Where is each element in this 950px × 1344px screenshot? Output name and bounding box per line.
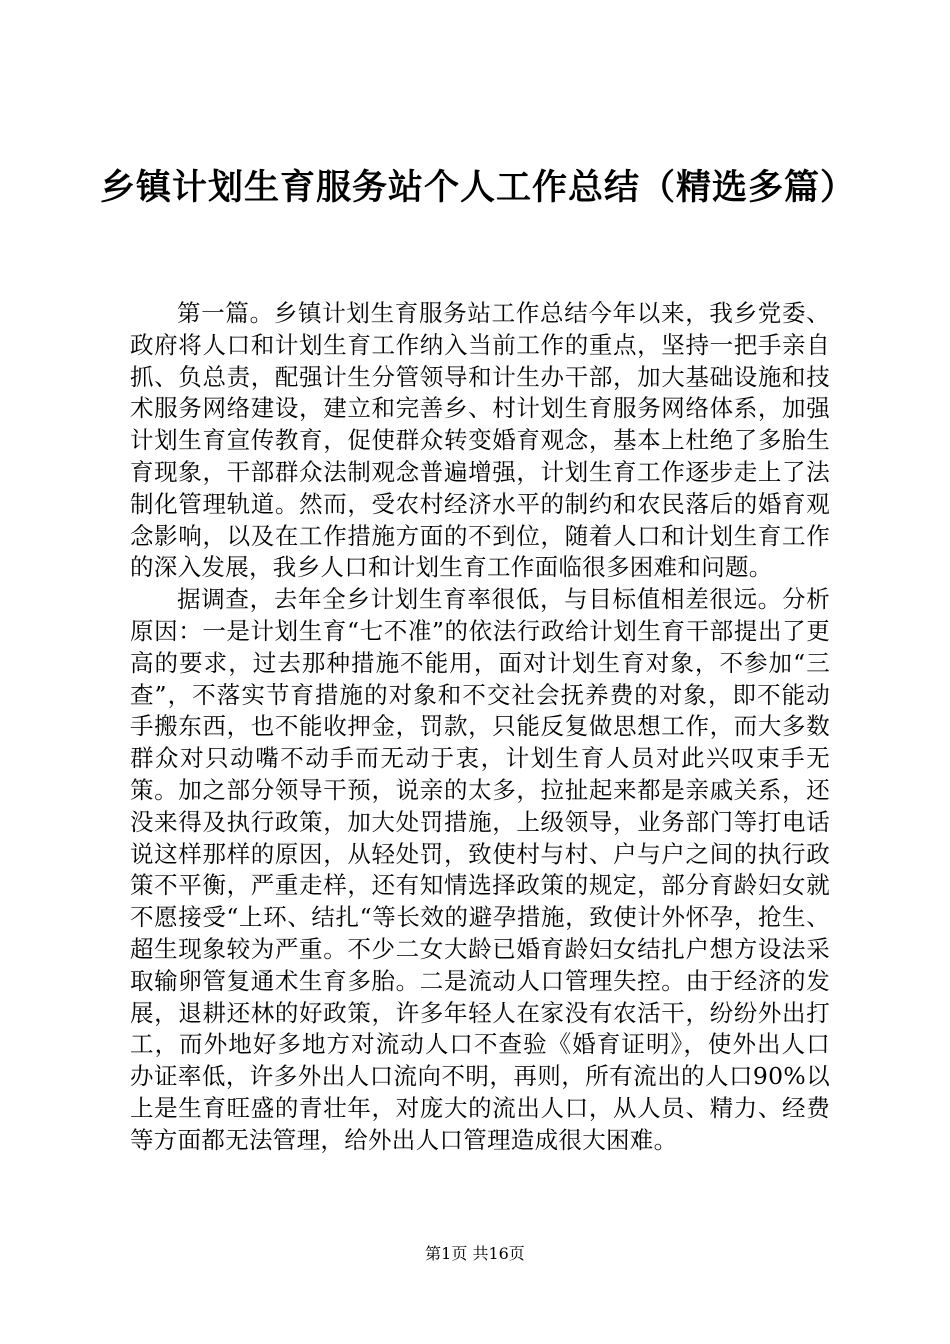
page-number-footer: 第1页 共16页	[425, 1244, 525, 1263]
body-paragraph-1: 第一篇。乡镇计划生育服务站工作总结今年以来，我乡党委、政府将人口和计划生育工作纳入当前工作的重点，坚持一把手亲自抓、负总责，配强计生分管领导和计生办干部，加大基础设施和技术服务网络建设，建立和完善乡、村计划生育服务网络体系，加强计划生育宣传教育，促使群众转变婚育观念，基本上杜绝了多胎生育现象，干部群众法制观念普遍增强，计划生育工作逐步走上了法制化管理轨道。然而，受农村经济水平的制约和农民落后的婚育观念影响，以及在工作措施方面的不到位，随着人口和计划生育工作的深入发展，我乡人口和计划生育工作面临很多困难和问题。	[130, 299, 830, 582]
body-paragraph-2: 据调查，去年全乡计划生育率很低，与目标值相差很远。分析原因：一是计划生育“七不准”的依法行政给计划生育干部提出了更高的要求，过去那种措施不能用，面对计划生育对象，不参加“三查”，不落实节育措施的对象和不交社会抚养费的对象，即不能动手搬东西，也不能收押金，罚款，只能反复做思想工作，而大多数群众对只动嘴不动手而无动于衷，计划生育人员对此兴叹束手无策。加之部分领导干预，说亲的太多，拉扯起来都是亲戚关系，还没来得及执行政策，加大处罚措施，上级领导，业务部门等打电话说这样那样的原因，从轻处罚，致使村与村、户与户之间的执行政策不平衡，严重走样，还有知情选择政策的规定，部分育龄妇女就不愿接受“上环、结扎“等长效的避孕措施，致使计外怀孕，抢生、超生现象较为严重。不少二女大龄已婚育龄妇女结扎户想方设法采取输卵管复通术生育多胎。二是流动人口管理失控。由于经济的发展，退耕还林的好政策，许多年轻人在家没有农活干，纷纷外出打工，而外地好多地方对流动人口不查验《婚育证明》，使外出人口办证率低，许多外出人口流向不明，再则，所有流出的人口90%以上是生育旺盛的青壮年，对庞大的流出人口，从人员、精力、经费等方面都无法管理，给外出人口管理造成很大困难。	[130, 585, 830, 1154]
document-title: 乡镇计划生育服务站个人工作总结（精选多篇）	[100, 168, 857, 208]
document-body	[130, 298, 830, 1157]
